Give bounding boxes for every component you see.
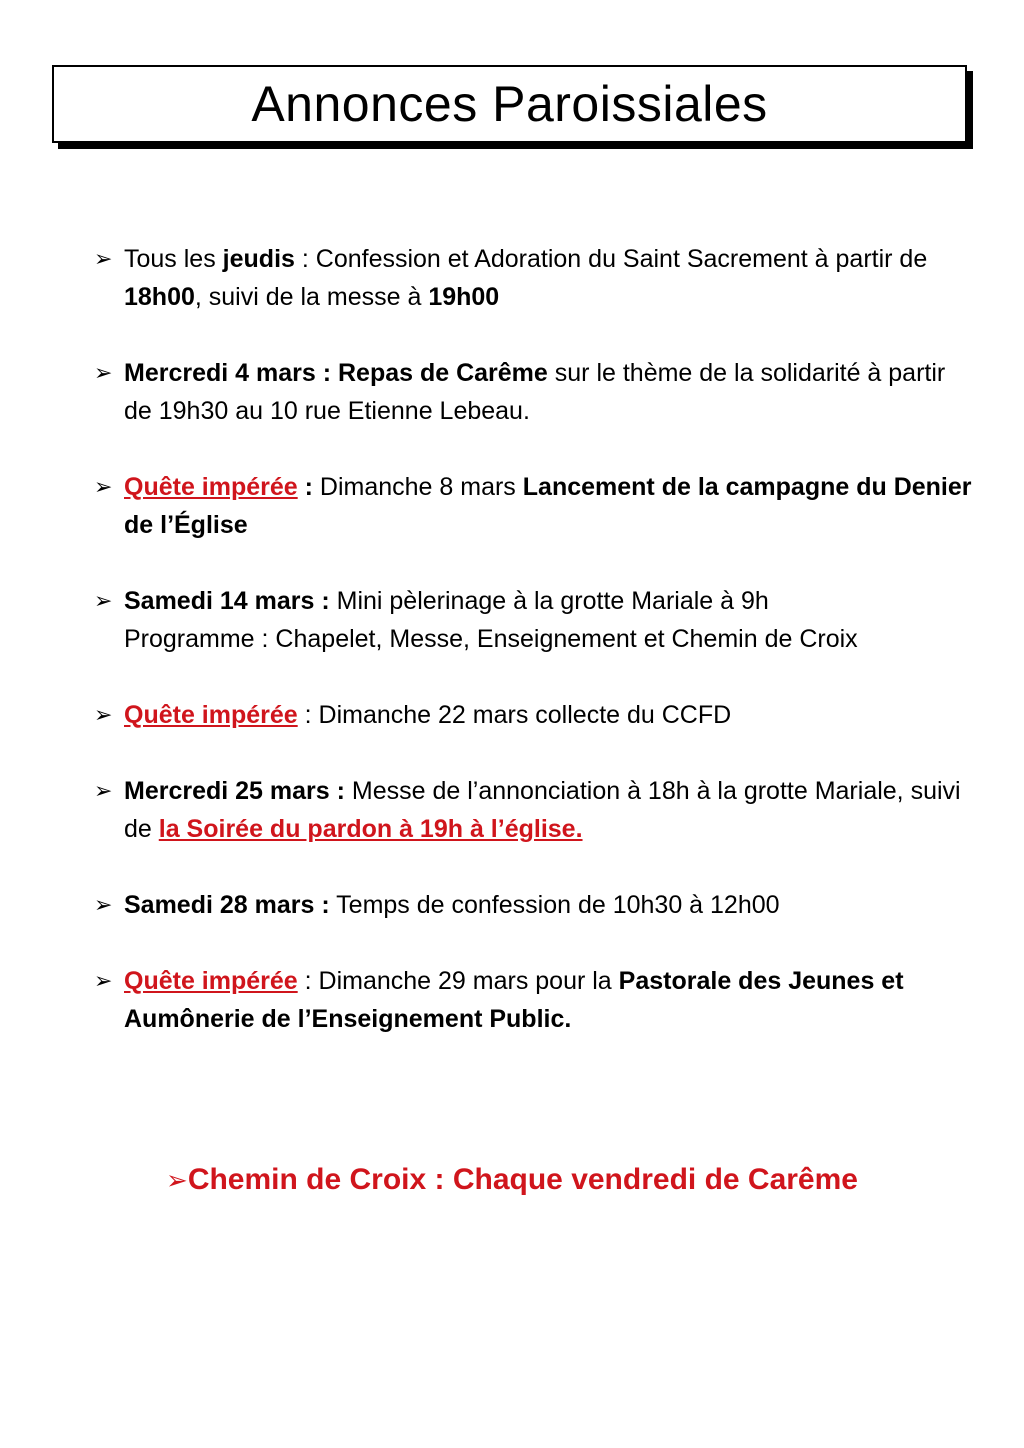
- announcement-item: [94, 582, 974, 658]
- title-box: [52, 65, 967, 143]
- announcement-item: [94, 772, 974, 848]
- arrow-bullet-icon: ➢: [94, 968, 113, 993]
- highlight-text: Quête impérée: [124, 473, 298, 501]
- announcement-text: , suivi de la messe à: [194, 283, 429, 311]
- page-title: Annonces Paroissiales: [251, 76, 768, 132]
- footer-text: Chemin de Croix : Chaque vendredi de Carême: [187, 1163, 858, 1196]
- highlight-text: la Soirée du pardon à 19h à l’église.: [158, 815, 583, 843]
- announcement-text: Dimanche 8 mars: [319, 473, 523, 501]
- announcement-text: Samedi 28 mars :: [124, 891, 330, 919]
- announcement-item: [94, 962, 974, 1038]
- arrow-bullet-icon: ➢: [94, 778, 113, 803]
- announcement-text: :: [297, 473, 320, 501]
- announcement-item: [94, 240, 974, 316]
- announcement-list: [94, 240, 974, 1076]
- announcement-text: Programme : Chapelet, Messe, Enseignement et Chemin de Croix: [124, 625, 858, 653]
- announcement-text: 19h00: [428, 283, 500, 311]
- footer-announcement: [0, 1160, 1024, 1200]
- announcement-text: sur le thème de la solidarité à partir de 19h30 au 10 rue Etienne Lebeau.: [124, 359, 946, 425]
- arrow-bullet-icon: ➢: [94, 892, 113, 917]
- announcement-text: Mercredi 25 mars :: [124, 777, 345, 805]
- announcement-text: Temps de confession de 10h30 à 12h00: [329, 891, 780, 919]
- announcement-item: [94, 354, 974, 430]
- arrow-bullet-icon: ➢: [94, 588, 113, 613]
- announcement-text: 18h00: [124, 283, 195, 311]
- arrow-bullet-icon: ➢: [94, 246, 113, 271]
- announcement-text: Messe de l’annonciation à 18h à la grotte Mariale, suivi de: [124, 777, 961, 843]
- announcement-text: Tous les: [124, 245, 223, 273]
- arrow-bullet-icon: ➢: [94, 360, 113, 385]
- announcement-text: Lancement de la campagne du Denier de l’Église: [124, 473, 972, 539]
- announcement-text: jeudis: [222, 245, 295, 273]
- announcement-text: Samedi 14 mars :: [124, 587, 330, 615]
- announcement-text: : Confession et Adoration du Saint Sacrement à partir de: [294, 245, 928, 273]
- arrow-bullet-icon: ➢: [94, 474, 113, 499]
- announcement-item: [94, 886, 974, 924]
- announcement-text: Pastorale des Jeunes et Aumônerie de l’Enseignement Public.: [124, 967, 904, 1033]
- announcement-text: : Dimanche 22 mars collecte du CCFD: [297, 701, 732, 729]
- arrow-bullet-icon: ➢: [94, 702, 113, 727]
- announcement-item: [94, 468, 974, 544]
- announcement-text: Mini pèlerinage à la grotte Mariale à 9h: [329, 587, 769, 615]
- announcement-text: : Dimanche 29 mars pour la: [297, 967, 619, 995]
- arrow-bullet-icon: ➢: [166, 1165, 188, 1195]
- announcement-text: Mercredi 4 mars : Repas de Carême: [124, 359, 548, 387]
- announcement-item: [94, 696, 974, 734]
- highlight-text: Quête impérée: [124, 967, 298, 995]
- highlight-text: Quête impérée: [124, 701, 298, 729]
